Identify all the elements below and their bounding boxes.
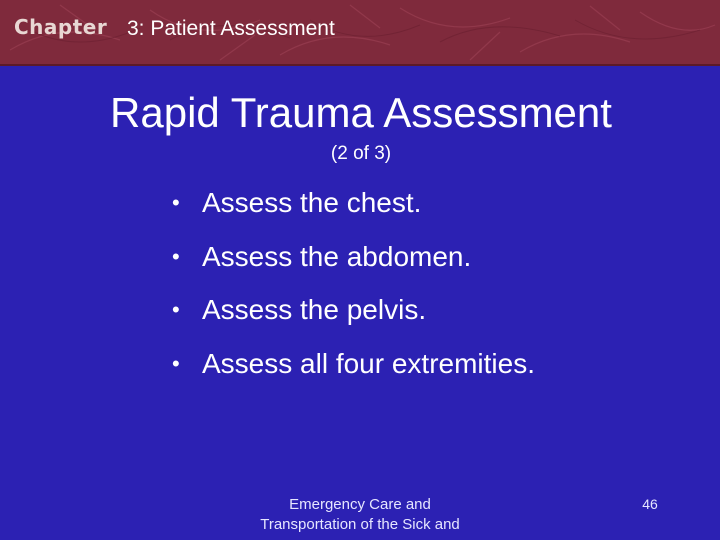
bullet-marker: • xyxy=(172,350,180,376)
bullet-marker: • xyxy=(172,190,180,215)
bullet-text: Assess the abdomen. xyxy=(202,240,472,272)
footer-text xyxy=(240,495,480,534)
bullet-text: Assess all four extremities. xyxy=(202,347,535,379)
bullet-text: Assess the pelvis. xyxy=(202,294,427,325)
bullet-marker: • xyxy=(172,297,180,322)
page-number: 46 xyxy=(642,496,658,512)
slide-subtitle: (2 of 3) xyxy=(330,143,392,164)
chapter-label: Chapter xyxy=(14,15,108,39)
slide-title: Rapid Trauma Assessment xyxy=(110,89,612,136)
chapter-header-band xyxy=(0,0,720,66)
header-texture-decoration xyxy=(0,0,720,64)
bullet-text: Assess the chest. xyxy=(202,187,422,218)
bullet-marker: • xyxy=(172,243,180,269)
chapter-title: 3: Patient Assessment xyxy=(127,17,335,40)
footer-line: Transportation of the Sick and xyxy=(260,515,460,533)
footer-line: Emergency Care and xyxy=(289,496,431,513)
